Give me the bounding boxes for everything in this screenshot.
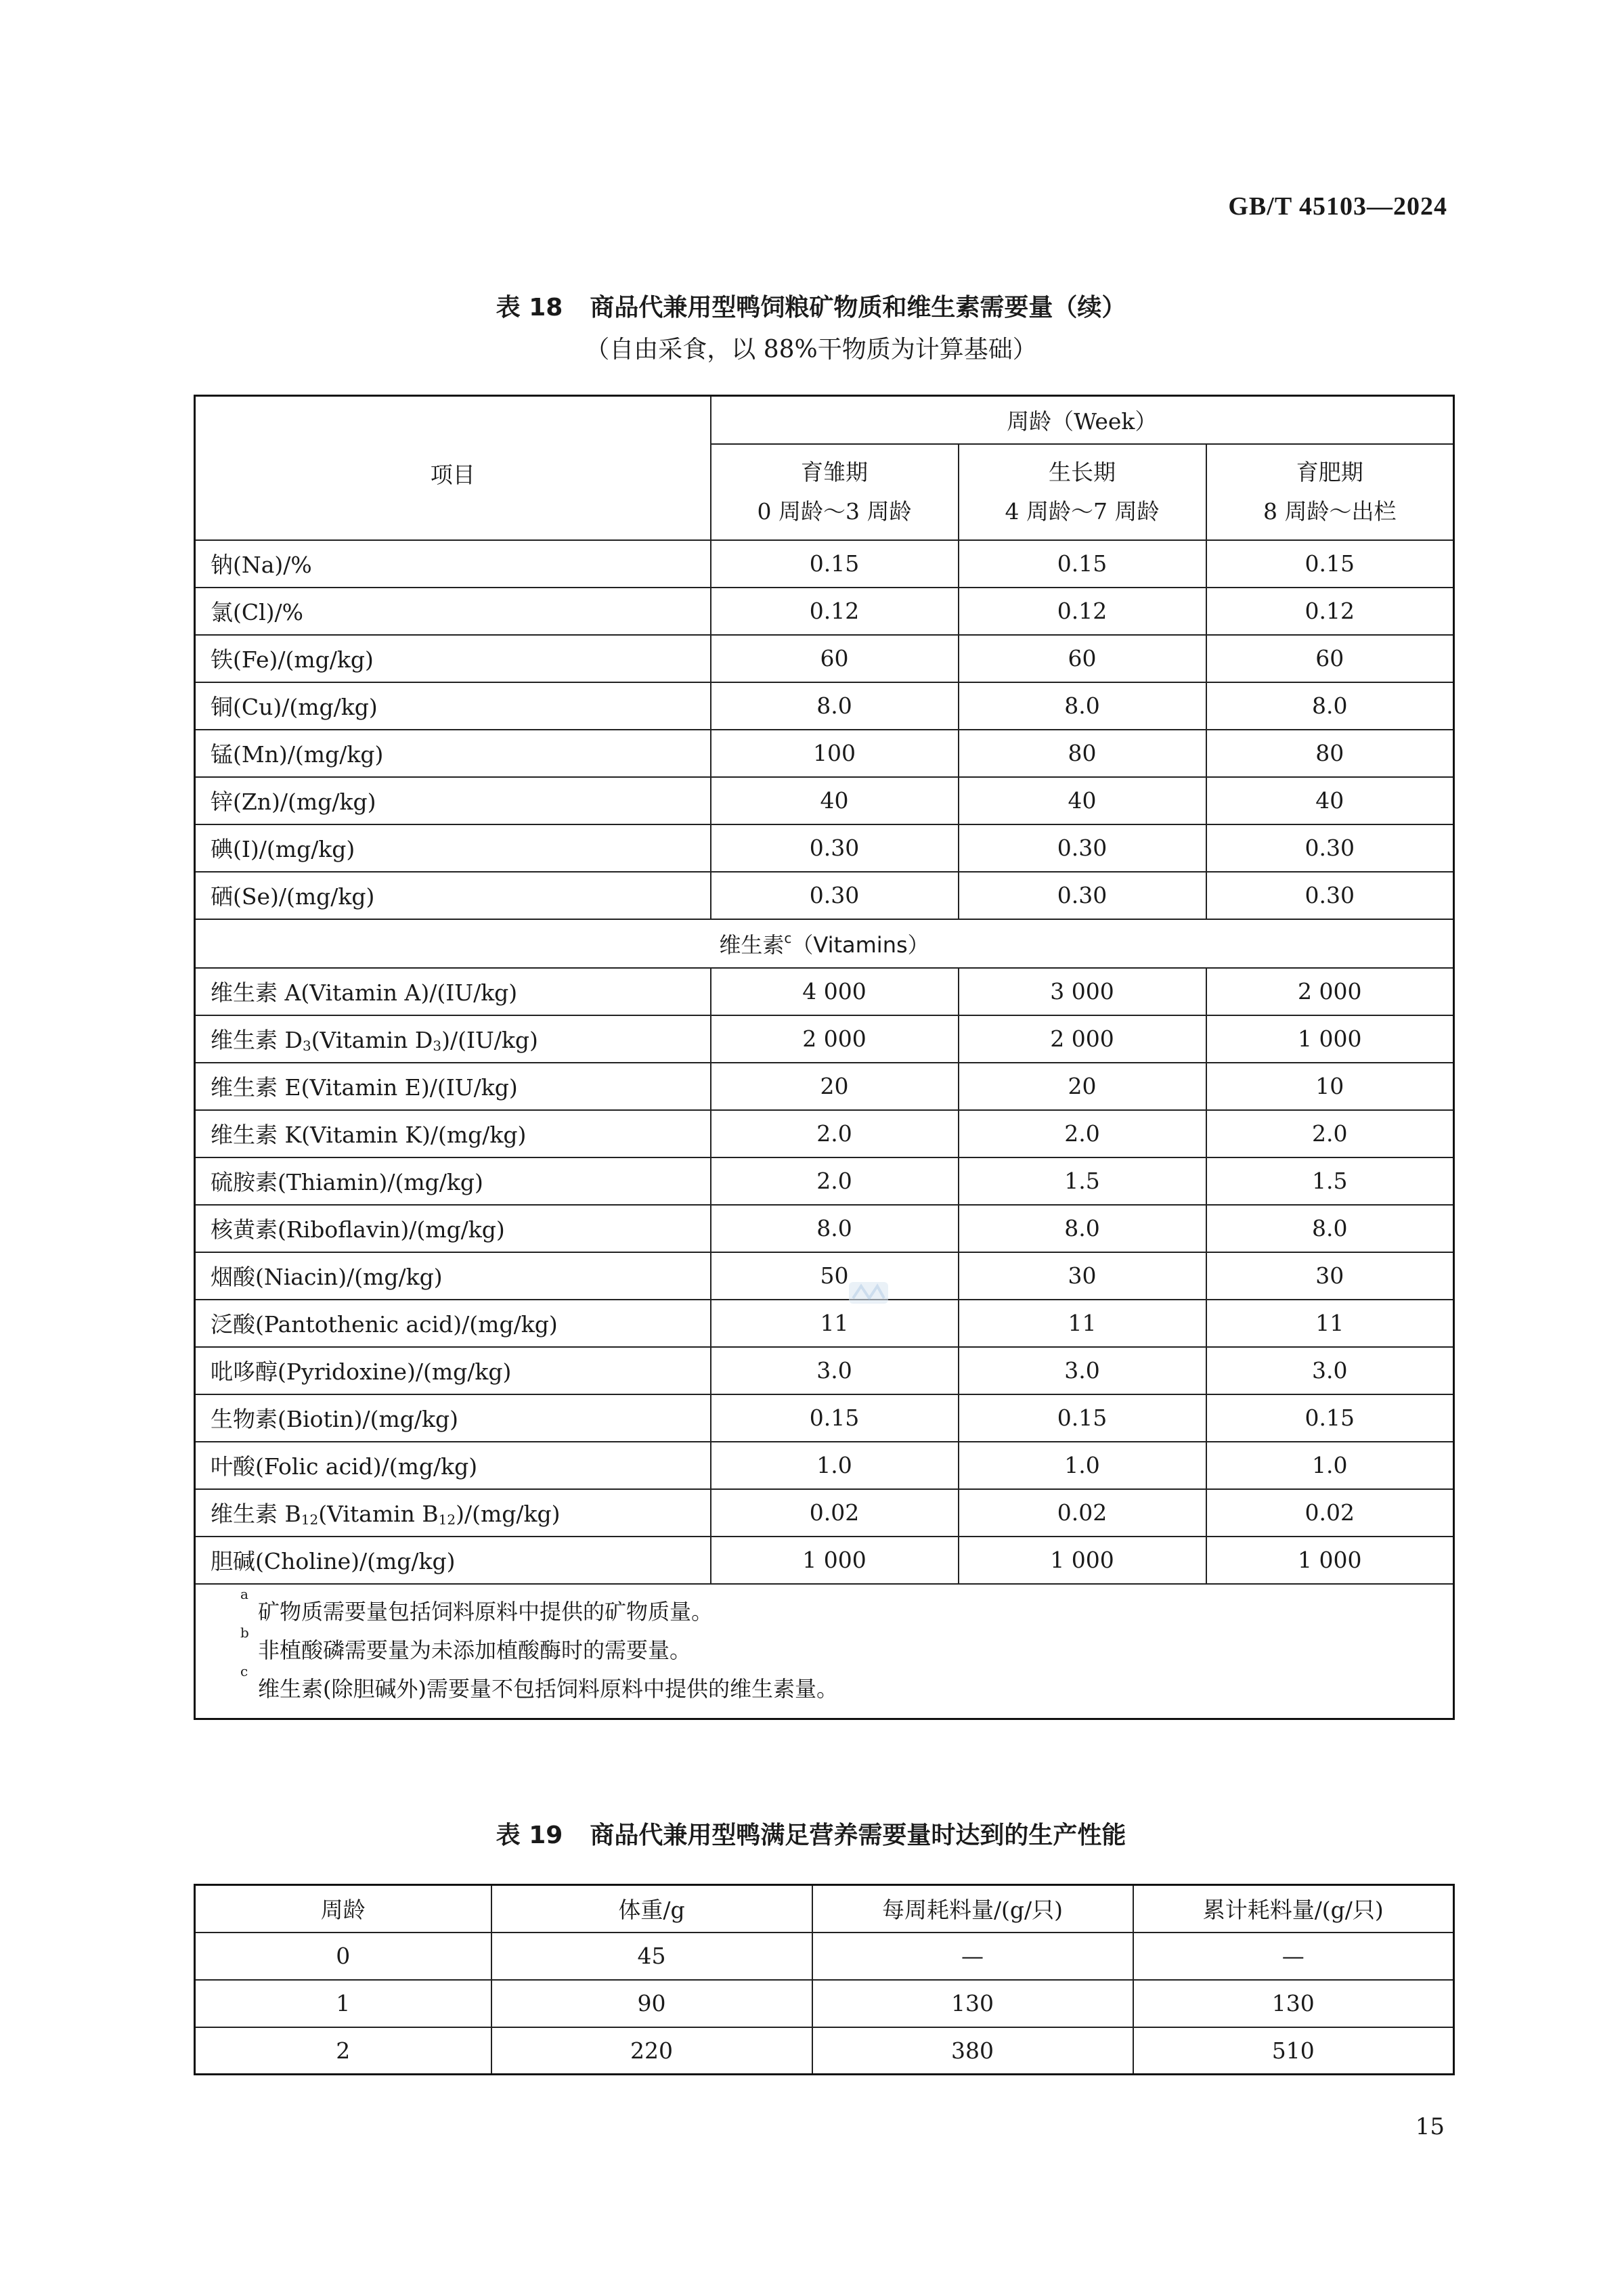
table-row: [195, 1157, 1454, 1205]
cell-value: 3.0: [1206, 1347, 1454, 1394]
table-row: [195, 968, 1454, 1015]
label-subscript: 12: [438, 1511, 456, 1528]
table-row: [195, 1394, 1454, 1442]
table18-caption-title: 商品代兼用型鸭饲粮矿物质和维生素需要量（续）: [590, 294, 1126, 322]
cell-value: 1: [195, 1980, 491, 2027]
cell-value: 3 000: [959, 968, 1206, 1015]
watermark-logo-icon: [848, 1278, 890, 1308]
cell-value: 20: [711, 1063, 959, 1110]
cell-value: 0.30: [1206, 872, 1454, 919]
cell-value: 80: [959, 730, 1206, 777]
cell-value: 380: [812, 2027, 1133, 2075]
standard-code: GB/T 45103—2024: [1228, 192, 1447, 221]
cell-value: 2 000: [959, 1015, 1206, 1063]
cell-value: 40: [959, 777, 1206, 824]
row-label: 铁(Fe)/(mg/kg): [195, 635, 711, 682]
table-row: [195, 824, 1454, 872]
cell-value: 30: [1206, 1252, 1454, 1300]
row-label: 胆碱(Choline)/(mg/kg): [195, 1537, 711, 1584]
cell-value: 2.0: [959, 1110, 1206, 1157]
cell-value: 0.02: [959, 1489, 1206, 1537]
cell-value: 0.15: [959, 540, 1206, 588]
phase-name: 育肥期: [1296, 458, 1363, 485]
cell-value: 40: [711, 777, 959, 824]
footnote-text: 维生素(除胆碱外)需要量不包括饲料原料中提供的维生素量。: [258, 1675, 838, 1702]
cell-value: 3.0: [711, 1347, 959, 1394]
cell-value: 0.30: [711, 872, 959, 919]
cell-value: 11: [1206, 1300, 1454, 1347]
cell-value: 2 000: [711, 1015, 959, 1063]
row-label: 生物素(Biotin)/(mg/kg): [195, 1394, 711, 1442]
phase-header: [959, 444, 1206, 540]
label-subscript: 12: [301, 1511, 319, 1528]
label-part: 维生素 B: [211, 1501, 301, 1527]
cell-value: 0.15: [959, 1394, 1206, 1442]
row-label: [195, 1489, 711, 1537]
cell-value: 0: [195, 1933, 491, 1980]
cell-value: 1.5: [959, 1157, 1206, 1205]
table-row: [195, 1205, 1454, 1252]
cell-value: 8.0: [711, 1205, 959, 1252]
label-part: 维生素 D: [211, 1027, 303, 1053]
row-label: 核黄素(Riboflavin)/(mg/kg): [195, 1205, 711, 1252]
column-header: 体重/g: [491, 1885, 812, 1933]
cell-value: 0.15: [711, 1394, 959, 1442]
cell-value: 4 000: [711, 968, 959, 1015]
label-part: (Vitamin D: [311, 1027, 433, 1053]
cell-value: 0.02: [711, 1489, 959, 1537]
table19-header-row: [195, 1885, 1454, 1933]
cell-value: 1.0: [1206, 1442, 1454, 1489]
label-part: (Vitamin B: [318, 1501, 439, 1527]
cell-value: 45: [491, 1933, 812, 1980]
cell-value: 2.0: [711, 1157, 959, 1205]
vitamin-section-label: 维生素: [719, 931, 785, 958]
table18-subcaption: （自由采食，以 88%干物质为计算基础）: [585, 336, 1037, 363]
cell-value: 0.12: [959, 588, 1206, 635]
row-label: 锌(Zn)/(mg/kg): [195, 777, 711, 824]
week-header: 周龄（Week）: [711, 396, 1454, 444]
footnote-text: 非植酸磷需要量为未添加植酸酶时的需要量。: [258, 1637, 692, 1663]
cell-value: 30: [959, 1252, 1206, 1300]
table-row: [195, 1537, 1454, 1584]
table-row: [195, 540, 1454, 588]
table18: [194, 395, 1455, 1720]
table19-caption-number: 表 19: [496, 1822, 563, 1849]
cell-value: 130: [1133, 1980, 1454, 2027]
table19-caption: [0, 1816, 1622, 1851]
footnote-marker: b: [240, 1624, 249, 1641]
phase-name: 育雏期: [801, 458, 868, 485]
table-row: [195, 635, 1454, 682]
cell-value: 8.0: [959, 1205, 1206, 1252]
cell-value: 1 000: [1206, 1015, 1454, 1063]
cell-value: 0.15: [711, 540, 959, 588]
row-label: 维生素 K(Vitamin K)/(mg/kg): [195, 1110, 711, 1157]
table-row: [195, 1933, 1454, 1980]
label-subscript: 3: [302, 1038, 311, 1054]
table-row: [195, 1015, 1454, 1063]
cell-value: 8.0: [1206, 682, 1454, 730]
footnote: [240, 1624, 1453, 1670]
cell-value: 0.30: [959, 824, 1206, 872]
table-row: [195, 1252, 1454, 1300]
row-label: 硒(Se)/(mg/kg): [195, 872, 711, 919]
vitamin-section-header: [195, 919, 1454, 968]
footnote-text: 矿物质需要量包括饲料原料中提供的矿物质量。: [258, 1598, 714, 1625]
cell-value: 100: [711, 730, 959, 777]
cell-value: 2 000: [1206, 968, 1454, 1015]
cell-value: 60: [711, 635, 959, 682]
vitamin-section-suffix: （Vitamins）: [791, 931, 929, 958]
cell-value: 130: [812, 1980, 1133, 2027]
label-part: )/(IU/kg): [441, 1027, 538, 1053]
table18-caption-number: 表 18: [496, 294, 563, 322]
cell-value: 1 000: [711, 1537, 959, 1584]
row-label: 钠(Na)/%: [195, 540, 711, 588]
row-label: 叶酸(Folic acid)/(mg/kg): [195, 1442, 711, 1489]
cell-value: 11: [711, 1300, 959, 1347]
phase-range: 4 周龄～7 周龄: [1005, 498, 1160, 525]
label-subscript: 3: [433, 1038, 442, 1054]
table-row: [195, 588, 1454, 635]
column-header: 每周耗料量/(g/只): [812, 1885, 1133, 1933]
vitamin-section-row: [195, 919, 1454, 968]
column-header: 累计耗料量/(g/只): [1133, 1885, 1454, 1933]
label-part: )/(mg/kg): [456, 1501, 561, 1527]
cell-value: 3.0: [959, 1347, 1206, 1394]
cell-value: 2.0: [1206, 1110, 1454, 1157]
cell-value: 0.02: [1206, 1489, 1454, 1537]
cell-value: 1.0: [959, 1442, 1206, 1489]
cell-value: 510: [1133, 2027, 1454, 2075]
row-label: 维生素 A(Vitamin A)/(IU/kg): [195, 968, 711, 1015]
footnote-marker: c: [784, 929, 792, 946]
row-label: 铜(Cu)/(mg/kg): [195, 682, 711, 730]
footnote-marker: c: [240, 1662, 248, 1679]
table-row: [195, 682, 1454, 730]
table-row: [195, 2027, 1454, 2075]
cell-value: 0.12: [1206, 588, 1454, 635]
row-label: 氯(Cl)/%: [195, 588, 711, 635]
table-row: [195, 872, 1454, 919]
phase-header: [711, 444, 959, 540]
cell-value: 1 000: [1206, 1537, 1454, 1584]
cell-value: 90: [491, 1980, 812, 2027]
cell-value: 0.12: [711, 588, 959, 635]
phase-name: 生长期: [1049, 458, 1116, 485]
table18-header-row: [195, 396, 1454, 444]
table-row: [195, 777, 1454, 824]
cell-value: —: [1133, 1933, 1454, 1980]
table18-notes: [195, 1584, 1454, 1719]
cell-value: 20: [959, 1063, 1206, 1110]
table18-notes-row: [195, 1584, 1454, 1719]
cell-value: 10: [1206, 1063, 1454, 1110]
cell-value: 2: [195, 2027, 491, 2075]
item-header: [195, 396, 711, 540]
item-header-text: 项目: [430, 462, 475, 488]
cell-value: 60: [959, 635, 1206, 682]
cell-value: 0.30: [1206, 824, 1454, 872]
footnote: [240, 1585, 1453, 1631]
table-row: [195, 1347, 1454, 1394]
table-row: [195, 1489, 1454, 1537]
cell-value: 0.30: [711, 824, 959, 872]
cell-value: 8.0: [1206, 1205, 1454, 1252]
cell-value: 60: [1206, 635, 1454, 682]
row-label: [195, 1015, 711, 1063]
row-label: 维生素 E(Vitamin E)/(IU/kg): [195, 1063, 711, 1110]
row-label: 吡哆醇(Pyridoxine)/(mg/kg): [195, 1347, 711, 1394]
table19: [194, 1884, 1455, 2075]
cell-value: 50: [711, 1252, 959, 1300]
cell-value: 1 000: [959, 1537, 1206, 1584]
phase-range: 0 周龄～3 周龄: [757, 498, 912, 525]
table-row: [195, 1110, 1454, 1157]
table19-caption-title: 商品代兼用型鸭满足营养需要量时达到的生产性能: [590, 1822, 1126, 1849]
table-row: [195, 1980, 1454, 2027]
row-label: 烟酸(Niacin)/(mg/kg): [195, 1252, 711, 1300]
table18-caption: [0, 288, 1622, 323]
row-label: 泛酸(Pantothenic acid)/(mg/kg): [195, 1300, 711, 1347]
cell-value: 40: [1206, 777, 1454, 824]
table-row: [195, 1063, 1454, 1110]
cell-value: 2.0: [711, 1110, 959, 1157]
cell-value: 220: [491, 2027, 812, 2075]
cell-value: 8.0: [711, 682, 959, 730]
cell-value: 1.0: [711, 1442, 959, 1489]
cell-value: 11: [959, 1300, 1206, 1347]
row-label: 硫胺素(Thiamin)/(mg/kg): [195, 1157, 711, 1205]
cell-value: 80: [1206, 730, 1454, 777]
page-number: 15: [1415, 2113, 1445, 2140]
cell-value: 0.15: [1206, 540, 1454, 588]
row-label: 锰(Mn)/(mg/kg): [195, 730, 711, 777]
phase-range: 8 周龄～出栏: [1263, 498, 1397, 525]
phase-header: [1206, 444, 1454, 540]
table-row: [195, 1442, 1454, 1489]
column-header: 周龄: [195, 1885, 491, 1933]
table-row: [195, 730, 1454, 777]
row-label: 碘(I)/(mg/kg): [195, 824, 711, 872]
cell-value: 1.5: [1206, 1157, 1454, 1205]
watermark-logo: [848, 1278, 890, 1308]
cell-value: —: [812, 1933, 1133, 1980]
cell-value: 0.30: [959, 872, 1206, 919]
footnote: [240, 1662, 1453, 1708]
footnote-marker: a: [240, 1585, 248, 1602]
cell-value: 0.15: [1206, 1394, 1454, 1442]
table-row: [195, 1300, 1454, 1347]
cell-value: 8.0: [959, 682, 1206, 730]
